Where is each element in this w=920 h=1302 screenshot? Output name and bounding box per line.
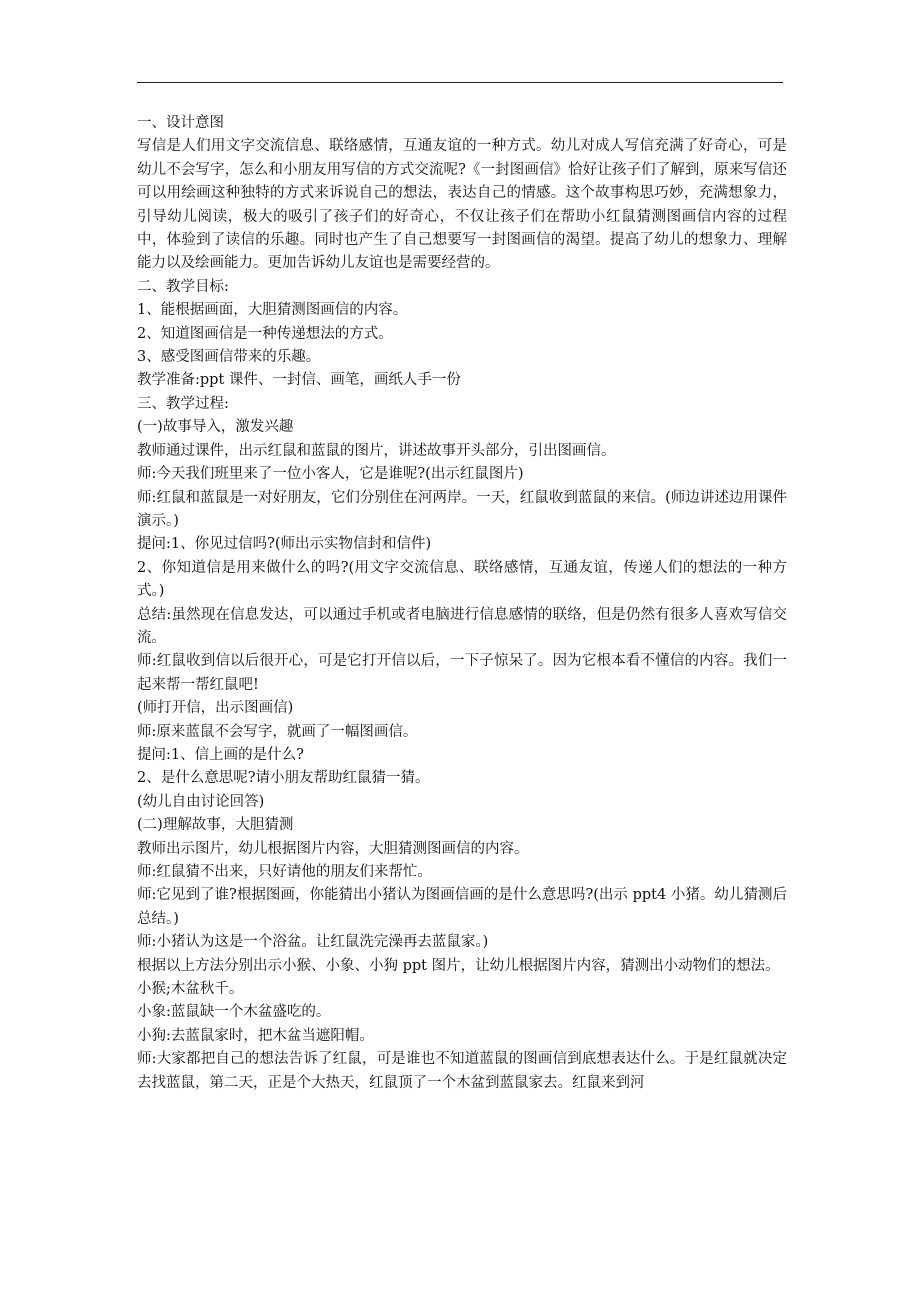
document-body	[137, 112, 787, 1095]
section-heading: 三、教学过程:	[137, 395, 229, 412]
paragraph: 提问:1、信上画的是什么?	[137, 746, 304, 763]
paragraph: 提问:1、你见过信吗?(师出示实物信封和信件)	[137, 536, 432, 553]
header-rule	[137, 82, 783, 83]
paragraph: 师:它见到了谁?根据图画，你能猜出小猪认为图画信画的是什么意思吗?(出示 ppt4 小猪。幼儿猜测后总结。)	[137, 887, 787, 927]
subsection-heading: (二)理解故事，大胆猜测	[137, 817, 294, 834]
paragraph: 师:小猪认为这是一个浴盆。让红鼠洗完澡再去蓝鼠家。)	[137, 934, 489, 951]
paragraph: 1、能根据画面，大胆猜测图画信的内容。	[137, 302, 408, 319]
subsection-heading: (一)故事导入，激发兴趣	[137, 419, 294, 436]
paragraph: 根据以上方法分别出示小猴、小象、小狗 ppt 图片，让幼儿根据图片内容，猜测出小动物们的想法。	[137, 957, 780, 974]
paragraph: 师:今天我们班里来了一位小客人，它是谁呢?(出示红鼠图片)	[137, 466, 524, 483]
paragraph: 师:红鼠收到信以后很开心，可是它打开信以后，一下子惊呆了。因为它根本看不懂信的内容。我们一起来帮一帮红鼠吧!	[137, 653, 787, 693]
section-heading: 二、教学目标:	[137, 278, 229, 295]
paragraph: 小狗:去蓝鼠家时，把木盆当遮阳帽。	[137, 1027, 374, 1044]
paragraph: 师:原来蓝鼠不会写字，就画了一幅图画信。	[137, 723, 418, 740]
paragraph: 总结:虽然现在信息发达，可以通过手机或者电脑进行信息感情的联络，但是仍然有很多人喜欢写信交流。	[137, 606, 787, 646]
paragraph: 师:大家都把自己的想法告诉了红鼠，可是谁也不知道蓝鼠的图画信到底想表达什么。于是红鼠就决定去找蓝鼠，第二天，正是个大热天，红鼠顶了一个木盆到蓝鼠家去。红鼠来到河	[137, 1051, 787, 1091]
section-heading: 一、设计意图	[137, 115, 224, 131]
paragraph: 2、知道图画信是一种传递想法的方式。	[137, 325, 393, 342]
paragraph: 师:红鼠猜不出来，只好请他的朋友们来帮忙。	[137, 864, 432, 880]
paragraph: (师打开信，出示图画信)	[137, 700, 294, 717]
paragraph: 小猴;木盆秋千。	[137, 981, 244, 998]
paragraph: 3、感受图画信带来的乐趣。	[137, 349, 321, 366]
paragraph: 师:红鼠和蓝鼠是一对好朋友，它们分别住在河两岸。一天，红鼠收到蓝鼠的来信。(师边讲述边用课件演示。)	[137, 489, 787, 529]
paragraph: 小象:蓝鼠缺一个木盆盛吃的。	[137, 1004, 331, 1021]
paragraph: 2、你知道信是用来做什么的吗?(用文字交流信息、联络感情，互通友谊，传递人们的想法的一种方式。)	[137, 559, 787, 600]
paragraph: 2、是什么意思呢?请小朋友帮助红鼠猜一猜。	[137, 770, 430, 787]
paragraph: 教师出示图片，幼儿根据图片内容，大胆猜测图画信的内容。	[137, 840, 529, 857]
paragraph: (幼儿自由讨论回答)	[137, 793, 265, 810]
paragraph: 教师通过课件，出示红鼠和蓝鼠的图片，讲述故事开头部分，引出图画信。	[137, 442, 616, 459]
paragraph: 教学准备:ppt 课件、一封信、画笔，画纸人手一份	[137, 372, 461, 389]
paragraph: 写信是人们用文字交流信息、联络感情，互通友谊的一种方式。幼儿对成人写信充满了好奇心，可是幼儿不会写字，怎么和小朋友用写信的方式交流呢?《一封图画信》恰好让孩子们了解到，原来写信还可以用绘画这种独特的方式来诉说自己的想法，表达自己的情感。这个故事构思巧妙，充满想象力，引导幼儿阅读，极大的吸引了孩子们的好奇心，不仅让孩子们在帮助小红鼠猜测图画信内容的过程中，体验到了读信的乐趣。同时也产生了自己想要写一封图画信的渴望。提高了幼儿的想象力、理解能力以及绘画能力。更加告诉幼儿友谊也是需要经营的。	[137, 138, 787, 272]
